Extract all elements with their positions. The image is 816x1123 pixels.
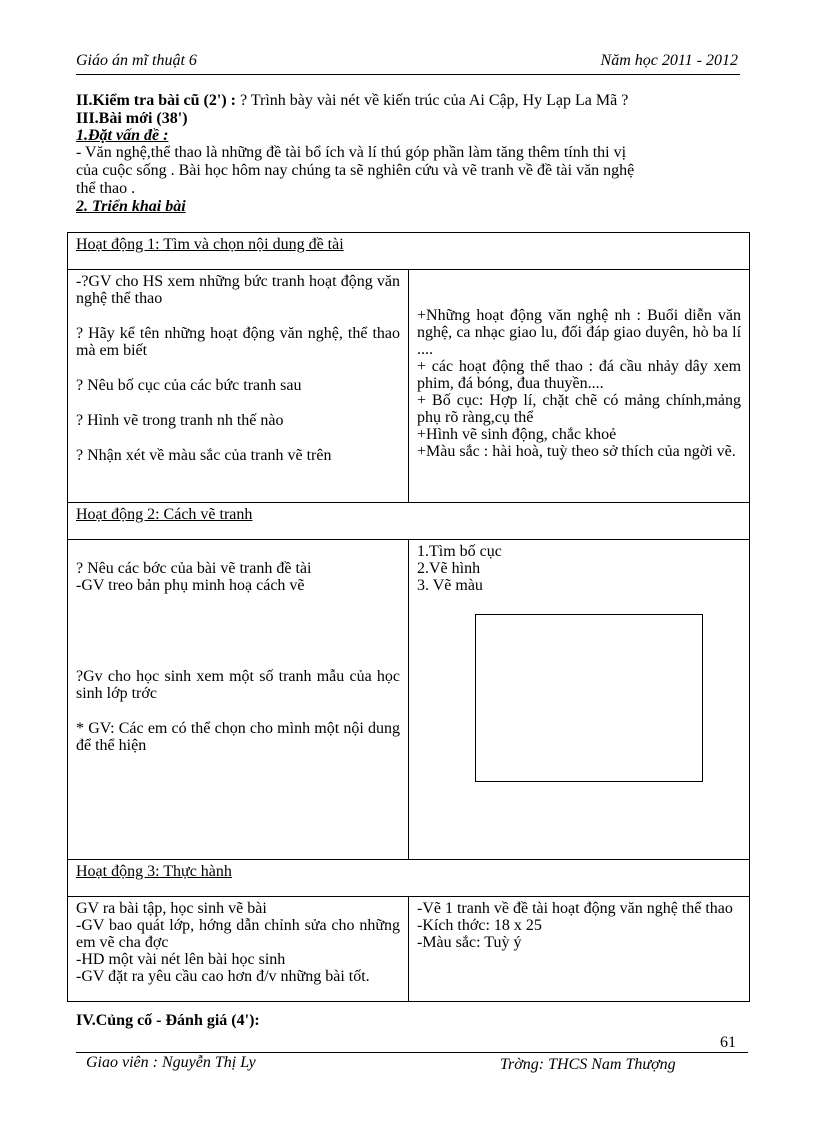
page-number: 61 xyxy=(720,1034,736,1051)
activity-1-right-item: +Màu sắc : hài hoà, tuỳ theo sở thích của ngời vẽ. xyxy=(417,443,736,460)
teacher-name: Nguyễn Thị Ly xyxy=(161,1054,256,1071)
activity-1-content-cell xyxy=(409,270,750,503)
section-2-question: ? Trình bày vài nét về kiến trúc của Ai Cập, Hy Lạp La Mã ? xyxy=(235,92,629,109)
section-2-line xyxy=(76,92,742,110)
section-2-label: II.Kiểm tra bài cũ (2') : xyxy=(76,92,236,109)
footer-teacher xyxy=(86,1054,256,1072)
activity-2-left-item: ?Gv cho học sinh xem một số tranh mẫu của học sinh lớp trớc xyxy=(76,668,400,702)
activity-3-left-item: -HD một vài nét lên bài học sinh xyxy=(76,951,286,968)
illustration-frame xyxy=(475,614,703,782)
teacher-label: Giao viên : xyxy=(86,1054,162,1071)
activity-1-right-item: +Những hoạt động văn nghệ nh : Buổi diễn văn nghệ, ca nhạc giao lu, đối đáp giao duyên, hò ba lí .... xyxy=(417,307,742,358)
activity-2-right-item: 3. Vẽ màu xyxy=(417,577,483,594)
activity-2-right-item: 2.Vẽ hình xyxy=(417,560,481,577)
activity-3-row xyxy=(68,897,750,1002)
intro-line-1: - Văn nghệ,thể thao là những đề tài bổ ích và lí thú góp phần làm tăng thêm tính thi vị xyxy=(76,144,627,161)
activity-3-right-item: -Màu sắc: Tuỳ ý xyxy=(417,934,522,951)
activity-2-left-item: -GV treo bản phụ minh hoạ cách vẽ xyxy=(76,577,305,594)
activity-2-left-item: * GV: Các em có thể chọn cho mình một nội dung để thể hiện xyxy=(76,720,400,754)
activity-1-left-item: ? Nêu bố cục của các bức tranh sau xyxy=(76,377,302,394)
activity-1-title-row xyxy=(68,233,750,270)
activity-3-right-item: -Kích thớc: 18 x 25 xyxy=(417,917,542,934)
section-3-sub2: 2. Triển khai bài xyxy=(76,198,186,215)
activity-2-row xyxy=(68,540,750,860)
activity-3-title-row xyxy=(68,860,750,897)
activity-table xyxy=(67,232,750,1002)
activity-1-right-item: + các hoạt động thể thao : đá cầu nhảy dây xem phim, đá bóng, đua thuyền.... xyxy=(417,358,742,392)
activity-1-title: Hoạt động 1: Tìm và chọn nội dung đề tài xyxy=(76,236,344,253)
activity-1-row xyxy=(68,270,750,503)
activity-1-right-item: + Bố cục: Hợp lí, chặt chẽ có mảng chính,mảng phụ rõ ràng,cụ thể xyxy=(417,392,742,426)
activity-1-left-item: ? Hình vẽ trong tranh nh thế nào xyxy=(76,412,284,429)
activity-2-left-item: ? Nêu các bớc của bài vẽ tranh đề tài xyxy=(76,560,312,577)
school-label: Trờng: THCS xyxy=(500,1056,592,1073)
header-divider xyxy=(76,74,740,75)
intro-line-2: của cuộc sống . Bài học hôm nay chúng ta sẽ nghiên cứu và vẽ tranh về đề tài văn nghệ xyxy=(76,162,635,179)
activity-3-teacher-cell xyxy=(68,897,409,1002)
header-school-year: Năm học 2011 - 2012 xyxy=(600,52,738,69)
intro-line-3: thể thao . xyxy=(76,180,136,197)
activity-2-title: Hoạt động 2: Cách vẽ tranh xyxy=(76,506,253,523)
footer-school xyxy=(500,1056,676,1074)
activity-3-title: Hoạt động 3: Thực hành xyxy=(76,863,232,880)
activity-1-teacher-cell xyxy=(68,270,409,503)
school-name: Nam Thượng xyxy=(591,1056,676,1073)
activity-3-left-item: -GV đặt ra yêu cầu cao hơn đ/v những bài tốt. xyxy=(76,968,370,985)
activity-3-left-item: -GV bao quát lớp, hớng dẫn chỉnh sửa cho những em vẽ cha đợc xyxy=(76,917,400,951)
section-3-label: III.Bài mới (38') xyxy=(76,110,188,127)
activity-1-left-item: -?GV cho HS xem những bức tranh hoạt động văn nghệ thể thao xyxy=(76,273,400,307)
activity-2-right-item: 1.Tìm bố cục xyxy=(417,543,502,560)
activity-1-right-item: +Hình vẽ sinh động, chắc khoẻ xyxy=(417,426,617,443)
footer-divider-right xyxy=(412,1052,748,1053)
header-subject: Giáo án mĩ thuật 6 xyxy=(76,52,197,69)
activity-3-right-item: -Vẽ 1 tranh về đề tài hoạt động văn nghệ thể thao xyxy=(417,900,733,917)
activity-1-left-item: ? Hãy kể tên những hoạt động văn nghệ, thể thao mà em biết xyxy=(76,325,400,359)
activity-2-title-row xyxy=(68,503,750,540)
activity-1-left-item: ? Nhận xét về màu sắc của tranh vẽ trên xyxy=(76,447,332,464)
activity-2-content-cell xyxy=(409,540,750,860)
activity-3-content-cell xyxy=(409,897,750,1002)
footer-divider-left xyxy=(76,1052,412,1053)
section-4-label: IV.Củng cố - Đánh giá (4'): xyxy=(76,1012,260,1029)
activity-2-teacher-cell xyxy=(68,540,409,860)
section-3-sub1: 1.Đặt vấn đề : xyxy=(76,127,169,144)
activity-3-left-item: GV ra bài tập, học sinh vẽ bài xyxy=(76,900,267,917)
